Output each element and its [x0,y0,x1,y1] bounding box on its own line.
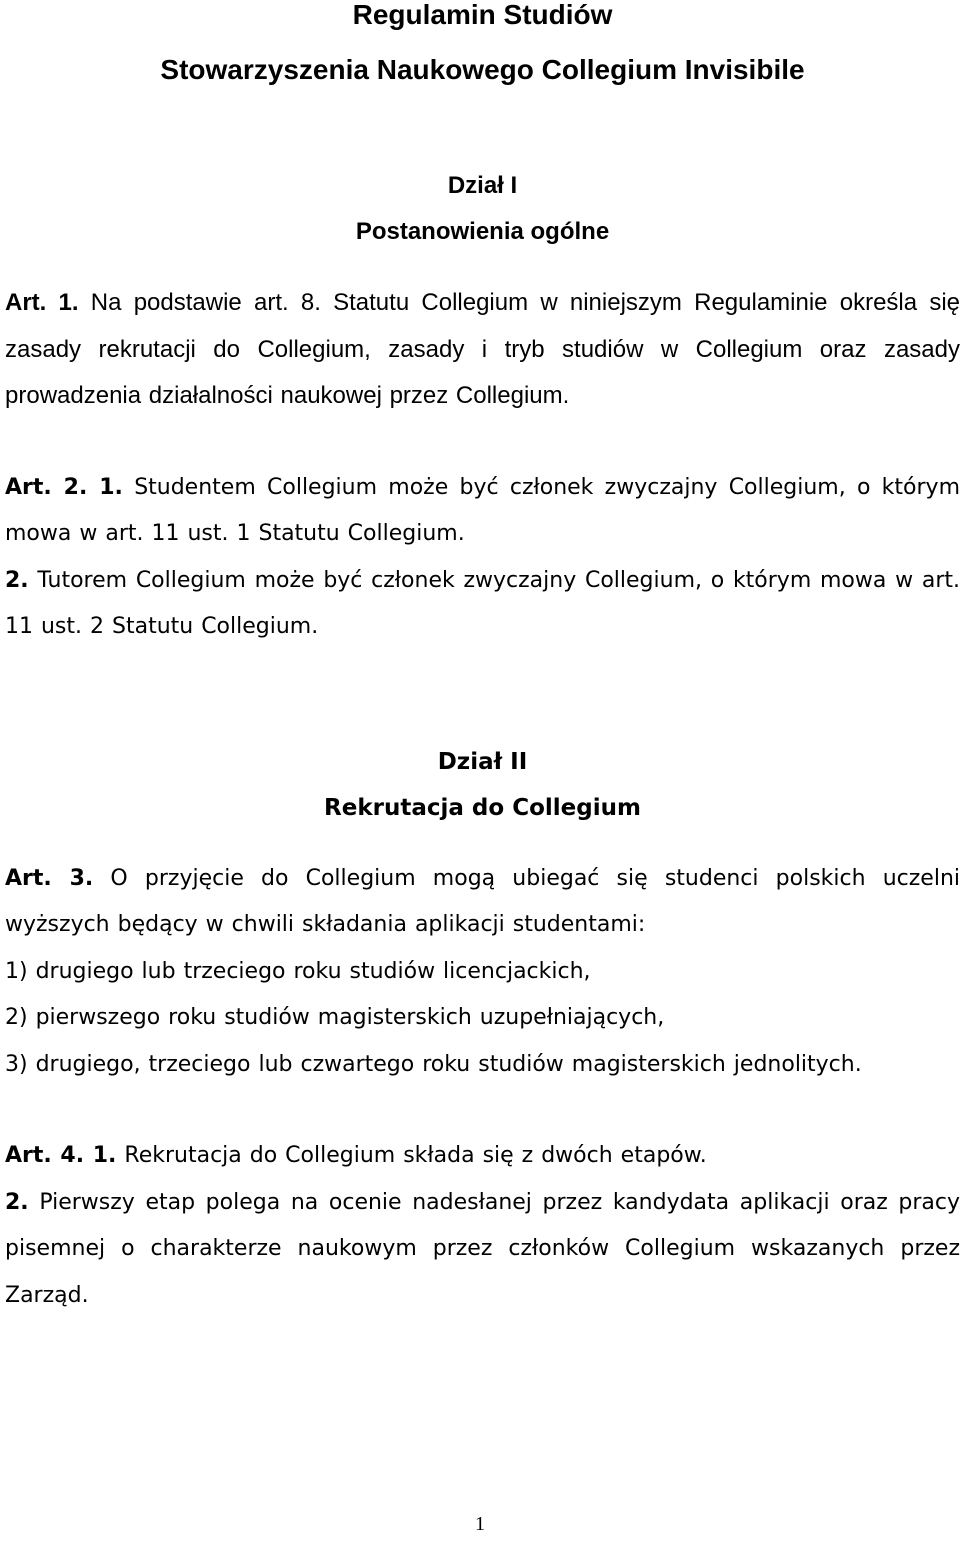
document-page [5,0,960,1319]
section-1-heading [5,163,960,255]
page-number: 1 [475,1513,485,1535]
section-2-label: Dział II [437,748,528,775]
article-3 [5,856,960,1089]
article-4-number: Art. 4. 1. [5,1143,117,1168]
article-3-item-1: 1) drugiego lub trzeciego roku studiów licencjackich, [5,958,591,984]
article-3-item-3: 3) drugiego, trzeciego lub czwartego roku studiów magisterskich jednolitych. [5,1051,862,1077]
article-4 [5,1133,960,1319]
section-2-name: Rekrutacja do Collegium [324,794,641,821]
article-3-number: Art. 3. [5,865,94,891]
document-title [5,0,960,97]
article-4-text-2: Pierwszy etap polega na ocenie nadesłanej przez kandydata aplikacji oraz pracy pisemnej o charakterze naukowym przez członków Collegium wskazanych przez Zarząd. [5,1189,960,1308]
article-4-text-1: Rekrutacja do Collegium składa się z dwóch etapów. [124,1143,707,1168]
article-3-text: O przyjęcie do Collegium mogą ubiegać się studenci polskich uczelni wyższych będący w chwili składania aplikacji studentami: [5,865,960,937]
article-1-text: Na podstawie art. 8. Statutu Collegium w niniejszym Regulaminie określa się zasady rekrutacji do Collegium, zasady i tryb studiów w Collegium oraz zasady prowadzenia działalności naukowej przez Collegium. [5,289,960,409]
article-2-text-1: Studentem Collegium może być członek zwyczajny Collegium, o którym mowa w art. 11 ust. 1 Statutu Collegium. [5,474,960,546]
article-2-para-1 [5,465,960,558]
article-2-para-2 [5,558,960,651]
section-1-label: Dział I [447,172,518,199]
article-1-number: Art. 1. [5,289,79,316]
title-line-2: Stowarzyszenia Naukowego Collegium Invisibile [160,54,805,85]
section-2-heading [5,739,960,831]
article-2-point-2-number: 2. [5,567,29,593]
article-3-para [5,856,960,949]
title-line-1: Regulamin Studiów [352,0,613,30]
article-3-item-2: 2) pierwszego roku studiów magisterskich uzupełniających, [5,1005,665,1030]
article-2-text-2: Tutorem Collegium może być członek zwyczajny Collegium, o którym mowa w art. 11 ust. 2 Statutu Collegium. [5,567,960,639]
article-2 [5,465,960,651]
article-2-number: Art. 2. 1. [5,474,123,500]
article-4-para-1 [5,1133,960,1180]
article-4-para-2 [5,1180,960,1320]
article-1 [5,280,960,420]
article-4-point-2-number: 2. [5,1189,29,1215]
section-1-name: Postanowienia ogólne [355,218,610,245]
